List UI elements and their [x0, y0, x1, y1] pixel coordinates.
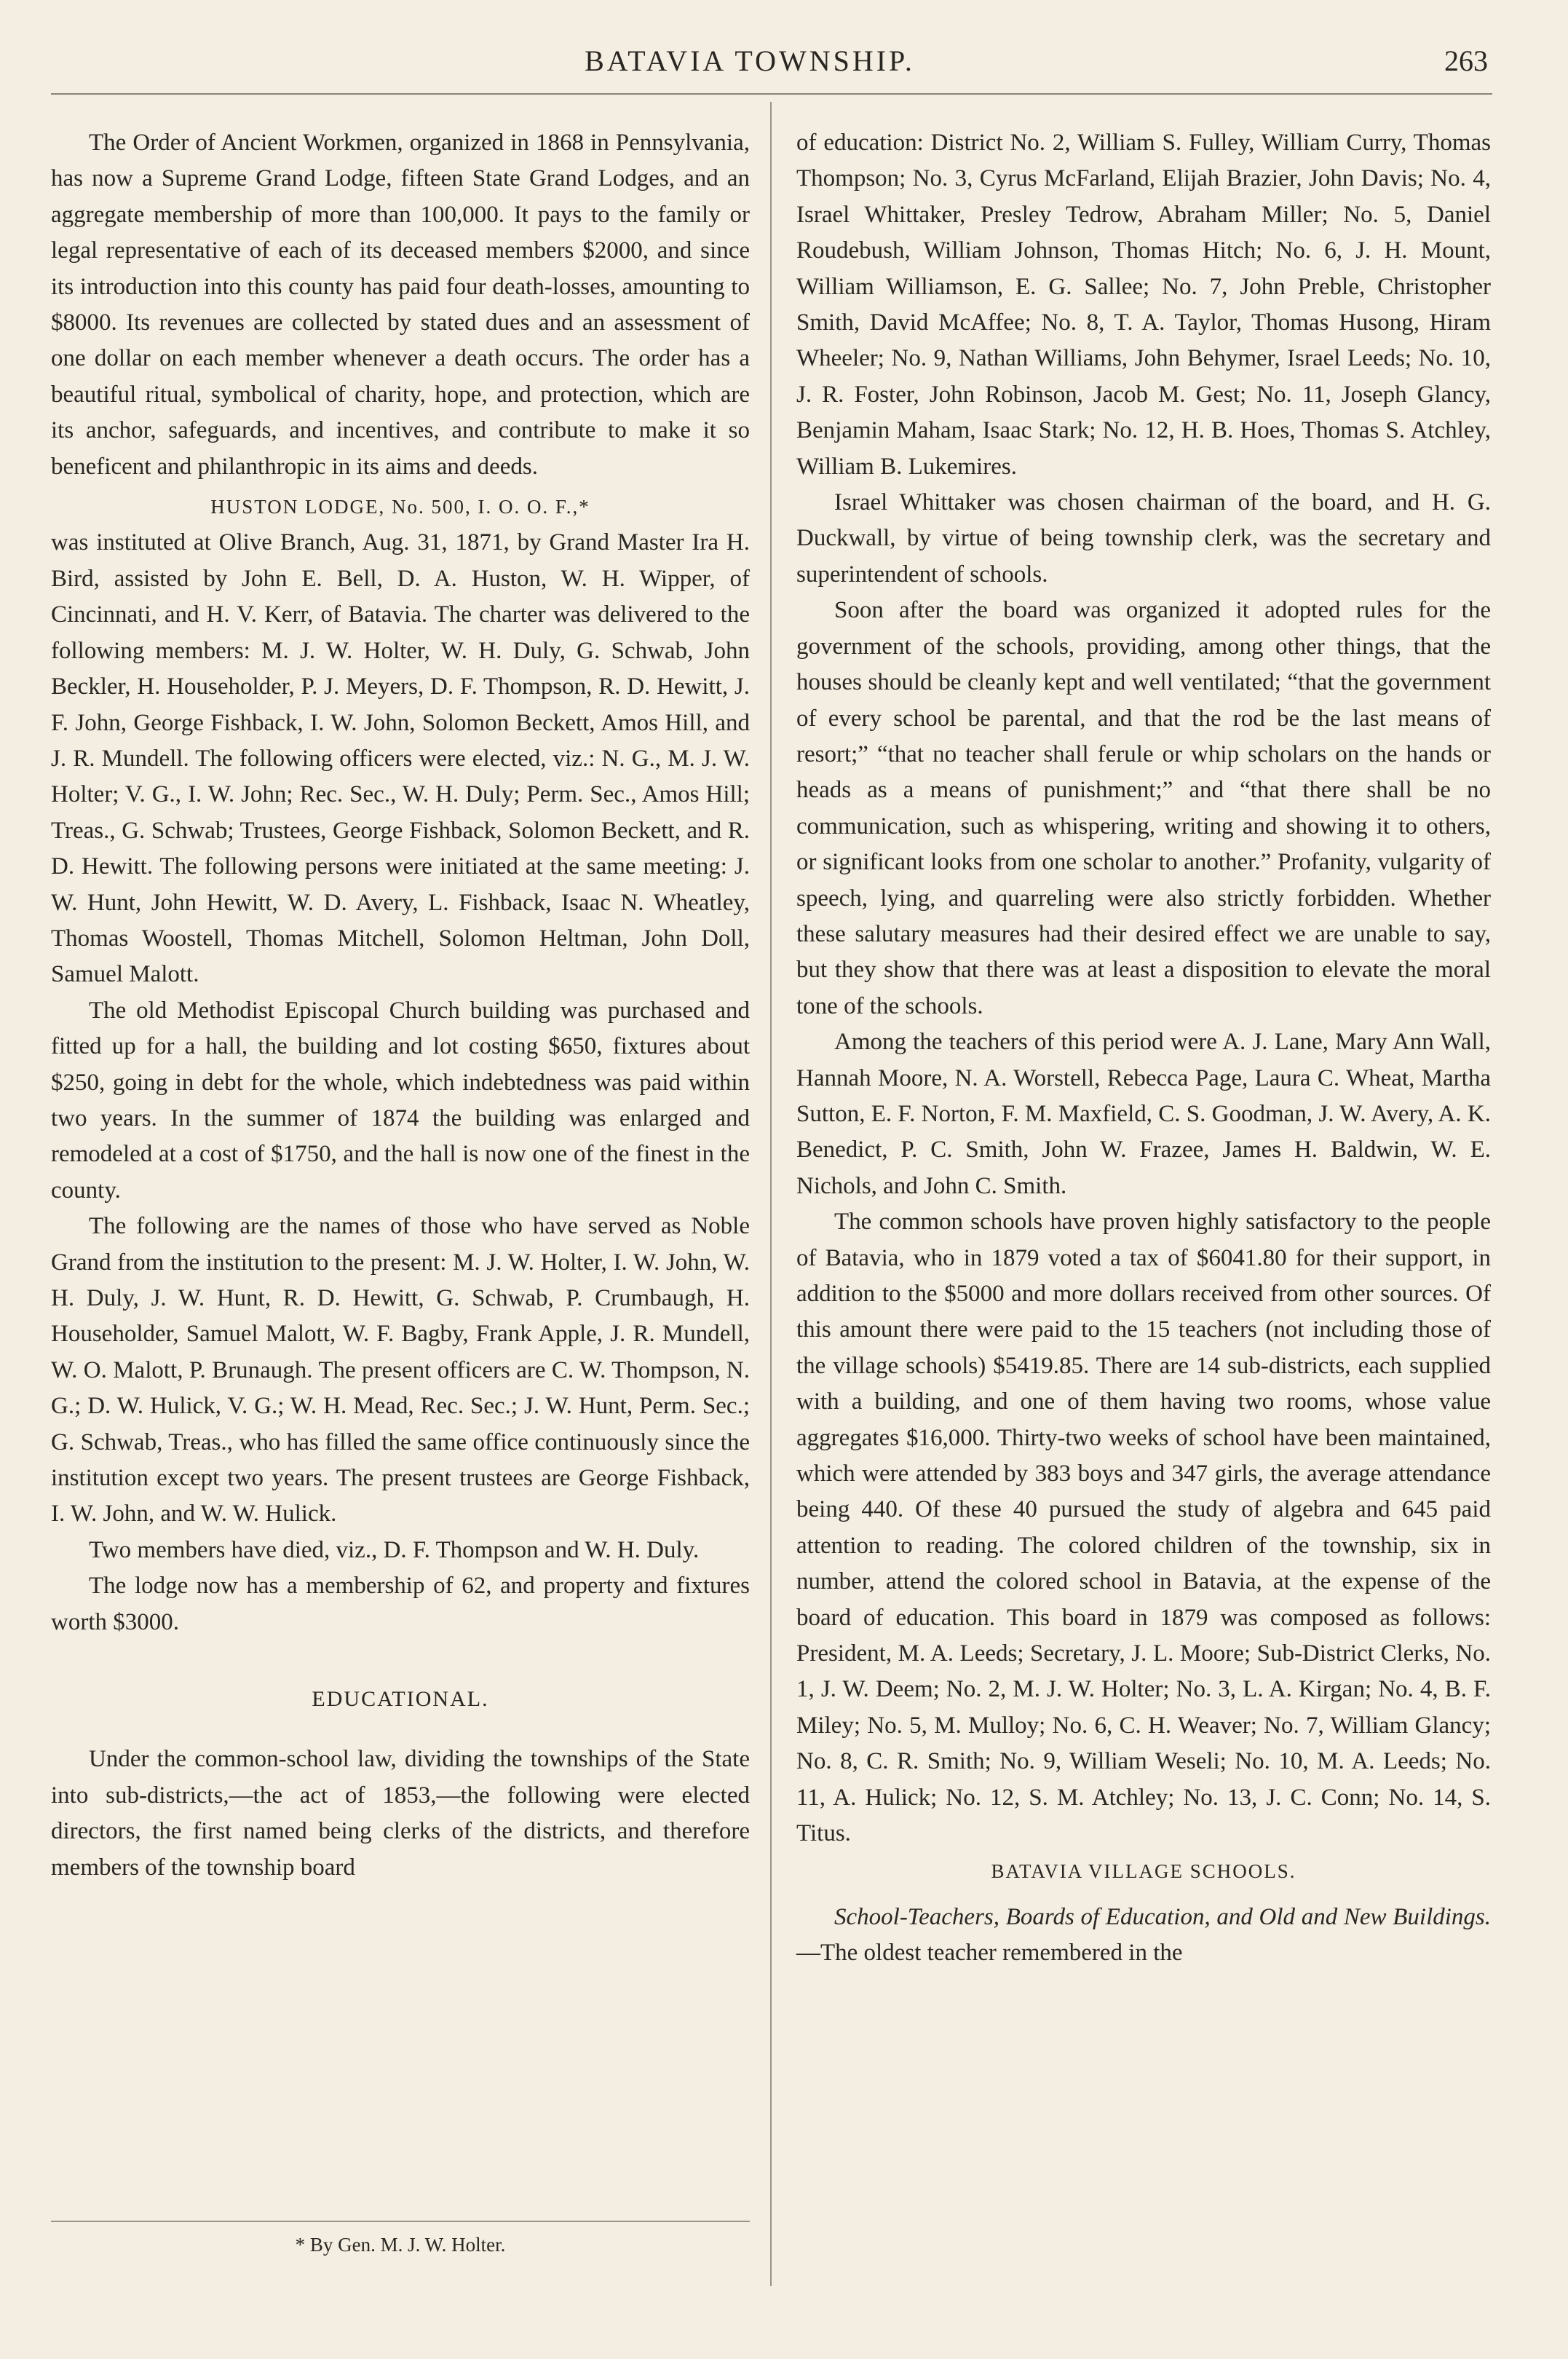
header-rule [51, 93, 1492, 95]
paragraph-village-schools [796, 1900, 1491, 1972]
paragraph-membership: The lodge now has a membership of 62, and property and fixtures worth $3000. [51, 1573, 750, 1635]
left-column [51, 125, 750, 1886]
paragraph-school-rules: Soon after the board was organized it adopted rules for the government of the schools, providing, among other things, that the houses should be cleanly kept and well ventilated; “that the government of every school be parental, and that the rod be the last means of resort;” “that no teacher shall ferule or whip scholars on the hands or heads as a means of punishment;” and “that there shall be no communication, such as whispering, writing and showing it to others, or significant looks from one scholar to another.” Profanity, vulgarity of speech, lying, and quarreling were also strictly forbidden. Whether these salutary measures had their desired effect we are unable to say, but they show that there was at least a disposition to elevate the moral tone of the schools. [796, 597, 1491, 1019]
column-divider [770, 102, 772, 2286]
paragraph-members-died: Two members have died, viz., D. F. Thompson and W. H. Duly. [89, 1536, 700, 1563]
paragraph-teachers: Among the teachers of this period were A. J. Lane, Mary Ann Wall, Hannah Moore, N. A. Worstell, Rebecca Page, Laura C. Wheat, Martha Sutton, E. F. Norton, F. M. Maxfield, C. S. Goodman, J. W. Avery, A. K. Benedict, P. C. Smith, John W. Frazee, James H. Baldwin, W. E. Nichols, and John C. Smith. [796, 1029, 1491, 1199]
paragraph-noble-grands: The following are the names of those who have served as Noble Grand from the institution to the present: M. J. W. Holter, I. W. John, W. H. Duly, J. W. Hunt, R. D. Hewitt, G. Schwab, P. Crumbaugh, H. Householder, Samuel Malott, W. F. Bagby, Frank Apple, J. R. Mundell, W. O. Malott, P. Brunaugh. The present officers are C. W. Thompson, N. G.; D. W. Hulick, V. G.; W. H. Mead, Rec. Sec.; J. W. Hunt, Perm. Sec.; G. Schwab, Treas., who has filled the same office continuously since the institution except two years. The present trustees are George Fishback, I. W. John, and W. W. Hulick. [51, 1213, 750, 1528]
paragraph-board-chairman: Israel Whittaker was chosen chairman of the board, and H. G. Duckwall, by virtue of being township clerk, was the secretary and superintendent of schools. [796, 489, 1491, 588]
footnote-rule [51, 2221, 750, 2222]
paragraph-common-school-law: Under the common-school law, dividing the townships of the State into sub-districts,—the act of 1853,—the following were elected directors, the first named being clerks of the districts, and therefore members of the township board [51, 1746, 750, 1881]
right-column [796, 125, 1491, 1972]
paragraph-lodge-institution: was instituted at Olive Branch, Aug. 31, 1871, by Grand Master Ira H. Bird, assisted by John E. Bell, D. A. Huston, W. H. Wipper, of Cincinnati, and H. V. Kerr, of Batavia. The charter was delivered to the following members: M. J. W. Holter, W. H. Duly, G. Schwab, John Beckler, H. Householder, P. J. Meyers, D. F. Thompson, R. D. Hewitt, J. F. John, George Fishback, I. W. John, Solomon Beckett, Amos Hill, and J. R. Mundell. The following officers were elected, viz.: N. G., M. J. W. Holter; V. G., I. W. John; Rec. Sec., W. H. Duly; Perm. Sec., Amos Hill; Treas., G. Schwab; Trustees, George Fishback, Solomon Beckett, and R. D. Hewitt. The following persons were initiated at the same meeting: J. W. Hunt, John Hewitt, W. D. Avery, L. Fishback, Isaac N. Wheatley, Thomas Woostell, Thomas Mitchell, Solomon Heltman, John Doll, Samuel Malott. [51, 529, 750, 988]
paragraph-church-building: The old Methodist Episcopal Church building was purchased and fitted up for a hall, the building and lot costing $650, fixtures about $250, going in debt for the whole, which indebtedness was paid within two years. In the summer of 1874 the building was enlarged and remodeled at a cost of $1750, and the hall is now one of the finest in the county. [51, 997, 750, 1204]
section-heading-village-schools: BATAVIA VILLAGE SCHOOLS. [991, 1860, 1296, 1882]
section-heading-huston-lodge: HUSTON LODGE, No. 500, I. O. O. F.,* [210, 496, 590, 518]
page-number: 263 [1444, 44, 1488, 77]
running-title: BATAVIA TOWNSHIP. [585, 44, 915, 77]
paragraph-continuation: —The oldest teacher remembered in the [796, 1940, 1183, 1967]
paragraph-ancient-workmen: The Order of Ancient Workmen, organized in 1868 in Pennsylvania, has now a Supreme Grand Lodge, fifteen State Grand Lodges, and an aggregate membership of more than 100,000. It pays to the family or legal representative of each of its deceased members $2000, and since its introduction into this county has paid four death-losses, amounting to $8000. Its revenues are collected by stated dues and an assessment of one dollar on each member whenever a death occurs. The order has a beautiful ritual, symbolical of charity, hope, and protection, which are its anchor, safeguards, and incentives, and contribute to make it so beneficent and philanthropic in its aims and deeds. [51, 130, 750, 480]
footnote: * By Gen. M. J. W. Holter. [295, 2234, 506, 2256]
subheading-italic: School-Teachers, Boards of Education, and Old and New Buildings. [834, 1903, 1491, 1930]
paragraph-common-schools: The common schools have proven highly satisfactory to the people of Batavia, who in 1879 voted a tax of $6041.80 for their support, in addition to the $5000 and more dollars received from other sources. Of this amount there were paid to the 15 teachers (not including those of the village schools) $5419.85. There are 14 sub-districts, each supplied with a building, and one of them having two rooms, whose value aggregates $16,000. Thirty-two weeks of school have been maintained, which were attended by 383 boys and 347 girls, the average attendance being 440. Of these 40 pursued the study of algebra and 645 paid attention to reading. The colored children of the township, six in number, attend the colored school in Batavia, at the expense of the board of education. This board in 1879 was composed as follows: President, M. A. Leeds; Secretary, J. L. Moore; Sub-District Clerks, No. 1, J. W. Deem; No. 2, M. J. W. Holter; No. 3, L. A. Kirgan; No. 4, B. F. Miley; No. 5, M. Mulloy; No. 6, C. H. Weaver; No. 7, William Glancy; No. 8, C. R. Smith; No. 9, William Weseli; No. 10, M. A. Leeds; No. 11, A. Hulick; No. 12, S. M. Atchley; No. 13, J. C. Conn; No. 14, S. Titus. [796, 1209, 1491, 1847]
paragraph-district-directors: of education: District No. 2, William S. Fulley, William Curry, Thomas Thompson; No. 3, Cyrus McFarland, Elijah Brazier, John Davis; No. 4, Israel Whittaker, Presley Tedrow, Abraham Miller; No. 5, Daniel Roudebush, William Johnson, Thomas Hitch; No. 6, J. H. Mount, William Williamson, E. G. Sallee; No. 7, John Preble, Christopher Smith, David McAffee; No. 8, T. A. Taylor, Thomas Husong, Hiram Wheeler; No. 9, Nathan Williams, John Behymer, Israel Leeds; No. 10, J. R. Foster, John Robinson, Jacob M. Gest; No. 11, Joseph Glancy, Benjamin Maham, Isaac Stark; No. 12, H. B. Hoes, Thomas S. Atchley, William B. Lukemires. [796, 130, 1491, 480]
section-heading-educational: EDUCATIONAL. [312, 1687, 489, 1712]
